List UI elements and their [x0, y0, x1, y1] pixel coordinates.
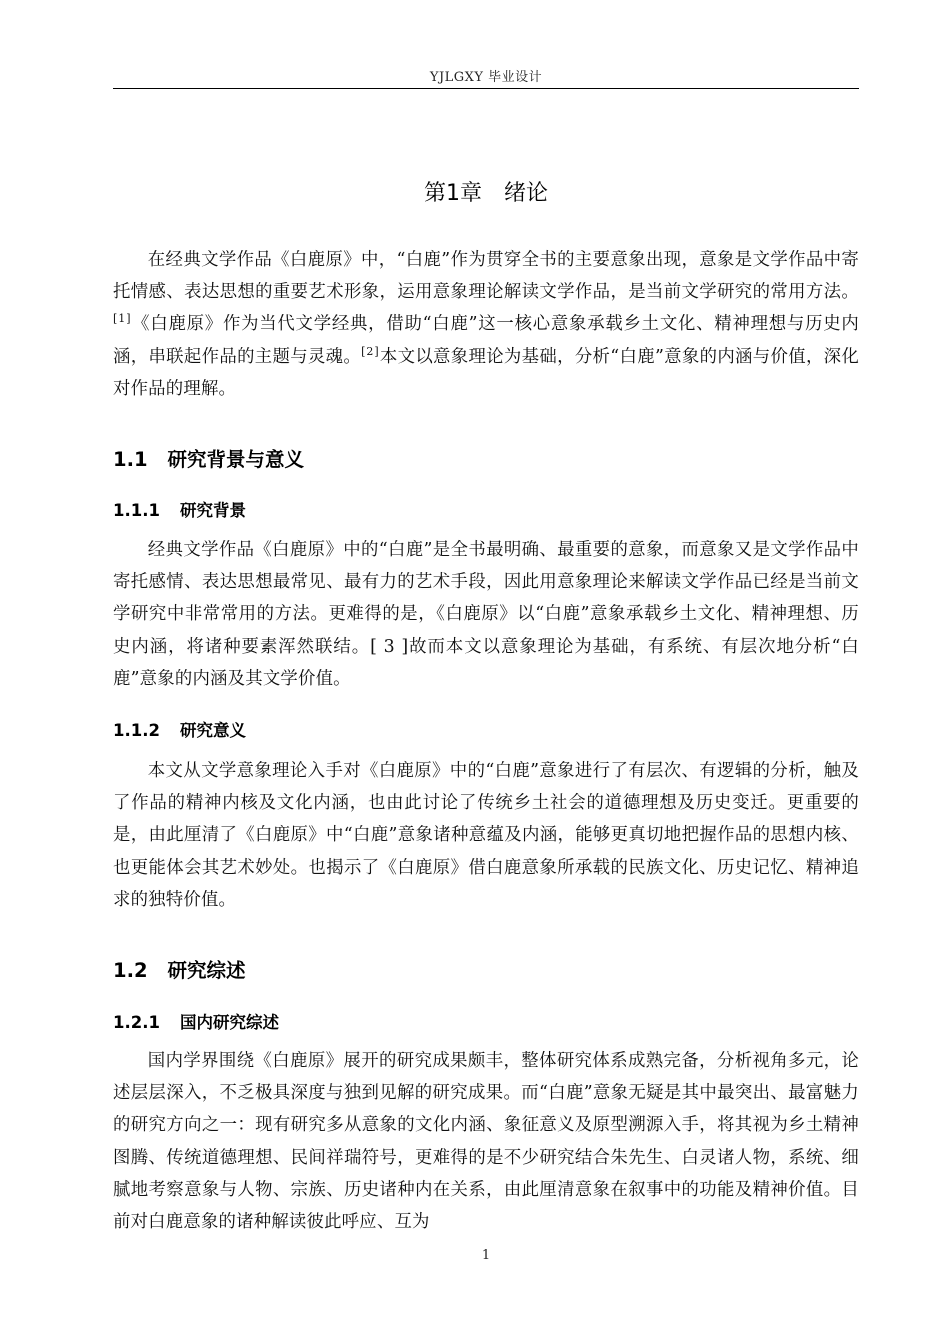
- section-title: 研究综述: [167, 959, 246, 982]
- subsection-title: 国内研究综述: [179, 1013, 279, 1032]
- background-paragraph: 经典文学作品《白鹿原》中的“白鹿”是全书最明确、最重要的意象，而意象又是文学作品中寄托感情、表达思想最常见、最有力的艺术手段，因此用意象理论来解读文学作品已经是当前文学研究中非常常用的方法。更难得的是，《白鹿原》以“白鹿”意象承载乡土文化、精神理想、历史内涵，将诸种要素浑然联结。[ 3 ]故而本文以意象理论为基础，有系统、有层次地分析“白鹿”意象的内涵及其文学价值。: [113, 540, 859, 689]
- section-heading-1-1: [113, 444, 304, 472]
- subsection-title: 研究意义: [179, 721, 246, 740]
- section-number: 1.1: [113, 448, 148, 471]
- citation-2: [2]: [361, 344, 380, 358]
- page-number: 1: [481, 1248, 491, 1263]
- subsection-heading-1-2-1: [113, 1009, 279, 1033]
- subsection-number: 1.1.2: [113, 721, 160, 740]
- subsection-title: 研究背景: [179, 501, 246, 520]
- chapter-title: 第1章 绪论: [424, 181, 548, 206]
- header-rule: [113, 88, 859, 89]
- section-number: 1.2: [113, 959, 148, 982]
- section-heading-1-2: [113, 955, 246, 983]
- significance-paragraph: 本文从文学意象理论入手对《白鹿原》中的“白鹿”意象进行了有层次、有逻辑的分析，触及了作品的精神内核及文化内涵，也由此讨论了传统乡土社会的道德理想及历史变迁。更重要的是，由此厘清了《白鹿原》中“白鹿”意象诸种意蕴及内涵，能够更真切地把握作品的思想内核、也更能体会其艺术妙处。也揭示了《白鹿原》借白鹿意象所承载的民族文化、历史记忆、精神追求的独特价值。: [113, 761, 859, 910]
- domestic-review-paragraph: 国内学界围绕《白鹿原》展开的研究成果颇丰，整体研究体系成熟完备，分析视角多元，论述层层深入，不乏极具深度与独到见解的研究成果。而“白鹿”意象无疑是其中最突出、最富魅力的研究方向之一：现有研究多从意象的文化内涵、象征意义及原型溯源入手，将其视为乡土精神图腾、传统道德理想、民间祥瑞符号，更难得的是不少研究结合朱先生、白灵诸人物，系统、细腻地考察意象与人物、宗族、历史诸种内在关系，由此厘清意象在叙事中的功能及精神价值。目前对白鹿意象的诸种解读彼此呼应、互为: [113, 1051, 859, 1233]
- citation-1: [1]: [113, 312, 132, 326]
- intro-text-3: 本文以意象理论为基础，分析“白鹿”意象的内涵与价值，深化对作品的理解。: [113, 346, 859, 399]
- subsection-heading-1-1-1: [113, 497, 246, 521]
- intro-text-2: 《白鹿原》作为当代文学经典，借助“白鹿”这一核心意象承载乡土文化、精神理想与历史内涵，串联起作品的主题与灵魂。: [113, 314, 859, 367]
- subsection-number: 1.1.1: [113, 501, 160, 520]
- intro-text-1: 在经典文学作品《白鹿原》中，“白鹿”作为贯穿全书的主要意象出现，意象是文学作品中寄托情感、表达思想的重要艺术形象，运用意象理论解读文学作品，是当前文学研究的常用方法。: [113, 250, 859, 303]
- subsection-heading-1-1-2: [113, 717, 246, 741]
- subsection-number: 1.2.1: [113, 1013, 160, 1032]
- page-header: YJLGXY 毕业设计: [429, 70, 543, 85]
- intro-paragraph: [113, 244, 859, 405]
- section-title: 研究背景与意义: [167, 448, 305, 471]
